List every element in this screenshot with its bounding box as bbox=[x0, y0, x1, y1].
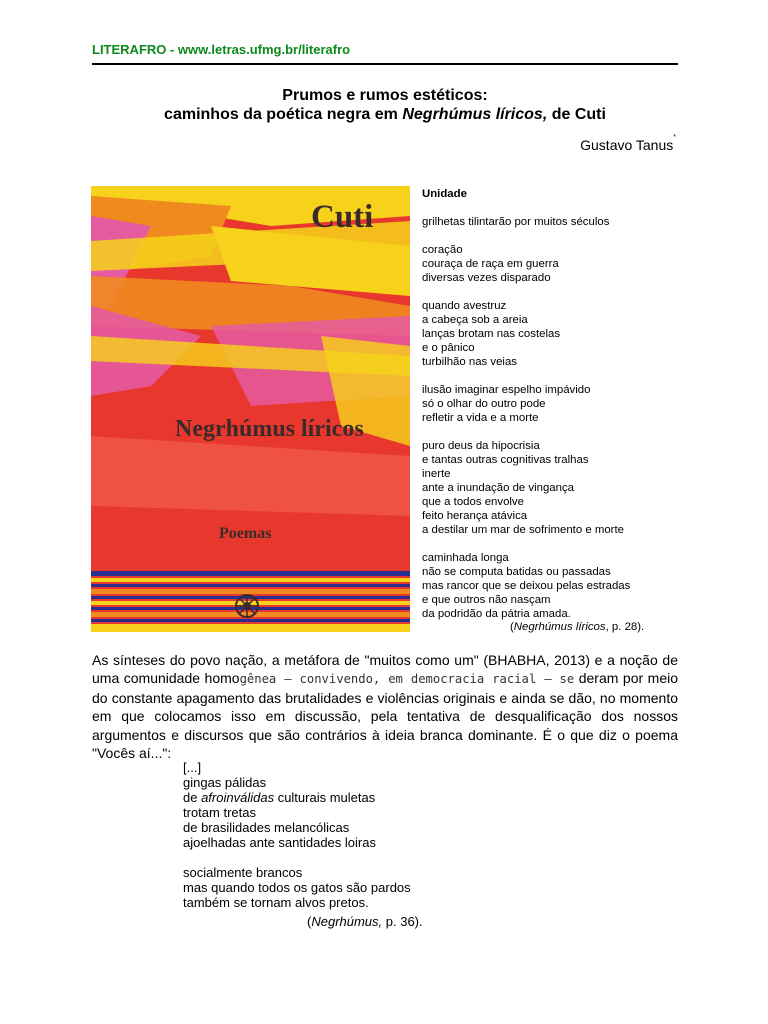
poem-line: de afroinválidas culturais muletas bbox=[183, 790, 376, 805]
stanza bbox=[422, 439, 682, 537]
poem-line: não se computa batidas ou passadas bbox=[422, 566, 611, 578]
book-cover-image bbox=[91, 186, 410, 632]
poem-line: trotam tretas bbox=[183, 805, 256, 820]
poem-line: caminhada longa bbox=[422, 552, 509, 564]
poem-line: também se tornam alvos pretos. bbox=[183, 895, 369, 910]
poem-line: grilhetas tilintarão por muitos séculos bbox=[422, 216, 610, 228]
poem-line: a cabeça sob a areia bbox=[422, 314, 528, 326]
poem-line: inerte bbox=[422, 468, 451, 480]
poem-line: diversas vezes disparado bbox=[422, 272, 551, 284]
poem-line: ilusão imaginar espelho impávido bbox=[422, 384, 591, 396]
author-name: Gustavo Tanus* bbox=[580, 134, 676, 153]
stanza bbox=[422, 383, 682, 425]
cover-title: Negrhúmus líricos bbox=[175, 416, 364, 442]
footnote-mark: * bbox=[673, 134, 676, 141]
poem-line: refletir a vida e a morte bbox=[422, 412, 539, 424]
poem-line: mas quando todos os gatos são pardos bbox=[183, 880, 411, 895]
poem-line: turbilhão nas veias bbox=[422, 356, 517, 368]
site-header: LITERAFRO - www.letras.ufmg.br/literafro bbox=[92, 42, 351, 57]
poem-line: quando avestruz bbox=[422, 300, 507, 312]
poem-line: ajoelhadas ante santidades loiras bbox=[183, 835, 376, 850]
poem-line: couraça de raça em guerra bbox=[422, 258, 559, 270]
poem-unidade bbox=[422, 187, 682, 635]
poem-line: gingas pálidas bbox=[183, 775, 267, 790]
poem-quote bbox=[183, 760, 483, 910]
poem-line: e tantas outras cognitivas tralhas bbox=[422, 454, 589, 466]
cover-subtitle: Poemas bbox=[219, 525, 272, 542]
poem-line: puro deus da hipocrisia bbox=[422, 440, 540, 452]
poem-line: coração bbox=[422, 244, 463, 256]
stanza bbox=[422, 551, 682, 621]
poem-citation: (Negrhúmus líricos, p. 28). bbox=[510, 621, 645, 633]
poem-line: mas rancor que se deixou pelas estradas bbox=[422, 580, 631, 592]
poem-line: ante a inundação de vingança bbox=[422, 482, 574, 494]
title-line-2: caminhos da poética negra em Negrhúmus líricos, de Cuti bbox=[164, 106, 606, 123]
title-line-1: Prumos e rumos estéticos: bbox=[282, 87, 488, 104]
poem-line: de brasilidades melancólicas bbox=[183, 820, 350, 835]
poem-line: lanças brotam nas costelas bbox=[422, 328, 561, 340]
header-rule bbox=[92, 63, 678, 65]
stanza bbox=[422, 215, 682, 229]
poem-line: da podridão da pátria amada. bbox=[422, 608, 571, 620]
stanza bbox=[422, 243, 682, 285]
poem-line: feito herança atávica bbox=[422, 510, 528, 522]
article-title bbox=[92, 86, 678, 124]
poem-line: só o olhar do outro pode bbox=[422, 398, 546, 410]
poem-stanzas bbox=[422, 215, 682, 621]
poem-line: e o pânico bbox=[422, 342, 475, 354]
poem-line: socialmente brancos bbox=[183, 865, 303, 880]
poem-line: [...] bbox=[183, 760, 202, 775]
cover-author: Cuti bbox=[311, 199, 374, 235]
stanza bbox=[422, 299, 682, 369]
poem-line: a destilar um mar de sofrimento e morte bbox=[422, 524, 624, 536]
poem-title: Unidade bbox=[422, 188, 467, 200]
poem-quote-citation: (Negrhúmus, p. 36). bbox=[307, 914, 423, 929]
poem-line: e que outros não nasçam bbox=[422, 594, 551, 606]
body-paragraph: As sínteses do povo nação, a metáfora de "muitos como um" (BHABHA, 2013) e a noção de uma comunidade homogênea – convivendo, em democracia racial – se deram por meio do constante apagamento das brutalidades e violências originais e ainda se dão, no momento em que colocamos isso em discussão, pela tentativa de desqualificação dos nossos argumentos e discursos que são contrários à ideia branca dominante. É o que diz o poema "Vocês aí...": bbox=[92, 652, 679, 762]
poem-line: que a todos envolve bbox=[422, 496, 524, 508]
poem-line-blank bbox=[183, 850, 483, 865]
publisher-logo bbox=[236, 595, 258, 617]
